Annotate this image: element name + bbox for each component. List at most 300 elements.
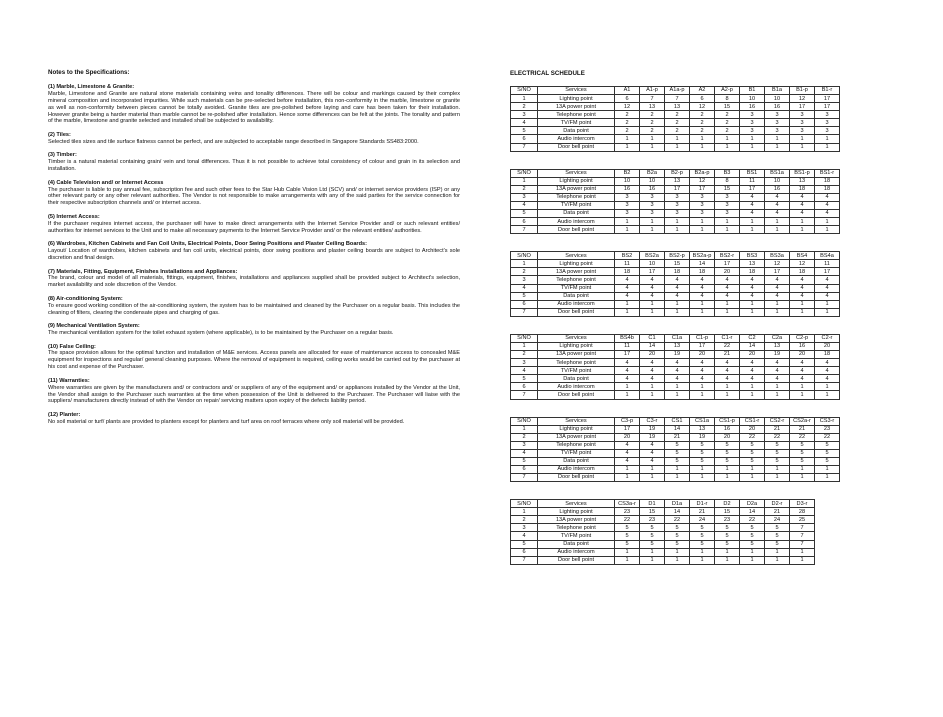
value-cell: 14	[665, 425, 690, 433]
value-cell: 15	[715, 508, 740, 516]
table-row	[511, 441, 840, 449]
table-row	[511, 103, 840, 111]
value-cell: 3	[790, 119, 815, 127]
service-cell: TV/FM point	[538, 367, 615, 375]
value-cell: 1	[765, 474, 790, 482]
value-cell: 5	[665, 532, 690, 540]
unit-type-header: BS2a-p	[690, 252, 715, 260]
service-cell: Data point	[538, 127, 615, 135]
value-cell: 5	[740, 540, 765, 548]
value-cell: 24	[690, 516, 715, 524]
note-section	[48, 323, 460, 337]
value-cell: 1	[690, 556, 715, 564]
sno-cell: 6	[511, 135, 538, 143]
note-section	[48, 241, 460, 262]
unit-type-header: A1a-p	[665, 87, 690, 95]
table-row	[511, 210, 840, 218]
note-body: Timber is a natural material containing grain/ vein and tonal differences. Thus it is not possible to achieve total consistency of colour and grain in its selection and installation.	[48, 159, 460, 173]
note-body: To ensure good working condition of the air-conditioning system, the system has to be maintained and cleaned by the Purchaser on a regular basis. This includes the cleaning of filters, clearing the condensate pipes and charging of gas.	[48, 302, 460, 316]
value-cell: 1	[615, 226, 640, 234]
note-heading: (10) False Ceiling:	[48, 343, 96, 350]
table-row	[511, 276, 840, 284]
value-cell: 19	[690, 433, 715, 441]
sno-cell: 4	[511, 284, 538, 292]
unit-type-header: C2-r	[815, 334, 840, 342]
value-cell: 1	[740, 218, 765, 226]
table-row	[511, 127, 840, 135]
value-cell: 4	[690, 284, 715, 292]
value-cell: 4	[615, 292, 640, 300]
sno-cell: 7	[511, 556, 538, 564]
schedule-table	[510, 417, 840, 483]
value-cell: 3	[815, 119, 840, 127]
value-cell: 1	[740, 391, 765, 399]
value-cell: 1	[715, 474, 740, 482]
table-row	[511, 548, 815, 556]
value-cell: 5	[715, 441, 740, 449]
value-cell: 14	[665, 508, 690, 516]
unit-type-header: D2	[715, 500, 740, 508]
value-cell: 4	[790, 276, 815, 284]
value-cell: 15	[640, 508, 665, 516]
table-row	[511, 342, 840, 350]
value-cell: 1	[765, 226, 790, 234]
value-cell: 1	[665, 226, 690, 234]
value-cell: 3	[765, 119, 790, 127]
value-cell: 3	[715, 210, 740, 218]
sno-header: S/NO	[511, 334, 538, 342]
value-cell: 17	[790, 103, 815, 111]
value-cell: 17	[815, 103, 840, 111]
value-cell: 7	[665, 95, 690, 103]
note-body: The brand, colour and model of all materials, fittings, equipment, finishes, installations and appliances supplied shall be provided subject to Architect's selection, market availability and sole discretion of the Vendor.	[48, 275, 460, 289]
value-cell: 11	[815, 260, 840, 268]
value-cell: 4	[740, 193, 765, 201]
value-cell: 3	[715, 201, 740, 209]
value-cell: 1	[715, 218, 740, 226]
value-cell: 5	[765, 449, 790, 457]
value-cell: 1	[715, 135, 740, 143]
value-cell: 4	[665, 292, 690, 300]
table-row	[511, 433, 840, 441]
unit-type-header: CS2-r	[765, 417, 790, 425]
services-header: Services	[538, 87, 615, 95]
sno-cell: 1	[511, 260, 538, 268]
value-cell: 5	[640, 540, 665, 548]
value-cell: 19	[665, 351, 690, 359]
value-cell: 1	[790, 548, 815, 556]
note-body: No soil material or turf/ plants are provided to planters except for planters and turf area on roof terraces where only soil material will be provided.	[48, 418, 405, 425]
value-cell: 10	[615, 177, 640, 185]
value-cell: 2	[715, 127, 740, 135]
value-cell: 2	[690, 119, 715, 127]
unit-type-header: BS4	[790, 252, 815, 260]
value-cell: 1	[815, 300, 840, 308]
value-cell: 5	[690, 540, 715, 548]
table-row	[511, 111, 840, 119]
value-cell: 18	[790, 268, 815, 276]
value-cell: 4	[815, 210, 840, 218]
value-cell: 12	[790, 95, 815, 103]
value-cell: 1	[640, 135, 665, 143]
value-cell: 1	[740, 300, 765, 308]
table-row	[511, 268, 840, 276]
note-body: The space provision allows for the optimal function and installation of M&E services. Access panels are allocated for ease of maintenance access to concealed M&E equipment for inspections and regular/ general cleaning purposes. Where the removal of equipment is required, ceiling works would be carried out by the purchaser at his cost and expense of the Purchaser.	[48, 350, 460, 371]
value-cell: 20	[790, 351, 815, 359]
value-cell: 21	[790, 425, 815, 433]
value-cell: 1	[765, 556, 790, 564]
service-cell: Audio intercom	[538, 465, 615, 473]
value-cell: 4	[815, 284, 840, 292]
services-header: Services	[538, 334, 615, 342]
unit-type-header: C1-r	[715, 334, 740, 342]
value-cell: 5	[740, 457, 765, 465]
value-cell: 1	[815, 308, 840, 316]
value-cell: 1	[740, 383, 765, 391]
value-cell: 4	[690, 292, 715, 300]
note-heading: (12) Planter:	[48, 411, 81, 418]
value-cell: 1	[640, 218, 665, 226]
table-row	[511, 425, 840, 433]
value-cell: 20	[715, 433, 740, 441]
value-cell: 17	[665, 185, 690, 193]
service-cell: Data point	[538, 457, 615, 465]
value-cell: 4	[715, 359, 740, 367]
value-cell: 1	[790, 465, 815, 473]
note-heading: (7) Materials, Fitting, Equipment, Finishes Installations and Appliances:	[48, 268, 238, 275]
value-cell: 3	[615, 193, 640, 201]
value-cell: 10	[640, 260, 665, 268]
value-cell: 1	[815, 218, 840, 226]
value-cell: 1	[665, 548, 690, 556]
unit-type-header: B3	[715, 169, 740, 177]
sno-cell: 2	[511, 103, 538, 111]
sno-cell: 6	[511, 218, 538, 226]
unit-type-header: BS1-p	[790, 169, 815, 177]
value-cell: 1	[665, 383, 690, 391]
value-cell: 1	[690, 135, 715, 143]
value-cell: 1	[615, 300, 640, 308]
value-cell: 20	[690, 351, 715, 359]
value-cell: 22	[790, 433, 815, 441]
value-cell: 4	[765, 292, 790, 300]
value-cell: 2	[615, 119, 640, 127]
value-cell: 14	[640, 342, 665, 350]
service-cell: Door bell point	[538, 308, 615, 316]
value-cell: 4	[640, 449, 665, 457]
value-cell: 21	[690, 508, 715, 516]
value-cell: 1	[740, 548, 765, 556]
header-row	[511, 500, 815, 508]
unit-type-header: D1	[640, 500, 665, 508]
value-cell: 3	[715, 193, 740, 201]
sno-cell: 2	[511, 433, 538, 441]
value-cell: 20	[715, 268, 740, 276]
value-cell: 1	[615, 548, 640, 556]
value-cell: 4	[640, 375, 665, 383]
value-cell: 21	[765, 508, 790, 516]
table-row	[511, 300, 840, 308]
service-cell: Lighting point	[538, 95, 615, 103]
value-cell: 14	[740, 508, 765, 516]
sno-cell: 2	[511, 268, 538, 276]
unit-type-header: B1a	[765, 87, 790, 95]
value-cell: 1	[715, 300, 740, 308]
unit-type-header: B1-r	[815, 87, 840, 95]
value-cell: 20	[640, 351, 665, 359]
unit-type-header: CS3a-r	[615, 500, 640, 508]
sno-cell: 4	[511, 201, 538, 209]
value-cell: 1	[615, 383, 640, 391]
sno-header: S/NO	[511, 417, 538, 425]
value-cell: 1	[765, 135, 790, 143]
sno-cell: 1	[511, 425, 538, 433]
value-cell: 1	[715, 556, 740, 564]
service-cell: Telephone point	[538, 193, 615, 201]
sno-header: S/NO	[511, 87, 538, 95]
value-cell: 4	[815, 359, 840, 367]
value-cell: 5	[665, 457, 690, 465]
value-cell: 4	[815, 193, 840, 201]
unit-type-header: C1	[640, 334, 665, 342]
sno-cell: 2	[511, 516, 538, 524]
value-cell: 4	[740, 276, 765, 284]
unit-type-header: BS4b	[615, 334, 640, 342]
value-cell: 21	[715, 351, 740, 359]
unit-type-header: D2a	[740, 500, 765, 508]
header-row	[511, 252, 840, 260]
service-cell: Audio intercom	[538, 548, 615, 556]
value-cell: 22	[715, 342, 740, 350]
value-cell: 17	[815, 95, 840, 103]
value-cell: 2	[690, 127, 715, 135]
value-cell: 15	[715, 103, 740, 111]
value-cell: 1	[690, 300, 715, 308]
value-cell: 4	[715, 276, 740, 284]
value-cell: 4	[740, 359, 765, 367]
note-section	[48, 269, 460, 290]
sno-cell: 3	[511, 441, 538, 449]
service-cell: Data point	[538, 292, 615, 300]
value-cell: 5	[815, 449, 840, 457]
value-cell: 6	[690, 95, 715, 103]
table-row	[511, 375, 840, 383]
value-cell: 7	[790, 540, 815, 548]
value-cell: 20	[815, 342, 840, 350]
sno-cell: 4	[511, 449, 538, 457]
value-cell: 1	[665, 391, 690, 399]
value-cell: 4	[665, 359, 690, 367]
value-cell: 1	[640, 143, 665, 151]
value-cell: 2	[690, 111, 715, 119]
value-cell: 1	[640, 308, 665, 316]
service-cell: 13A power point	[538, 268, 615, 276]
value-cell: 3	[640, 210, 665, 218]
value-cell: 1	[790, 143, 815, 151]
table-row	[511, 201, 840, 209]
value-cell: 4	[740, 210, 765, 218]
table-row	[511, 226, 840, 234]
value-cell: 20	[615, 433, 640, 441]
value-cell: 4	[640, 457, 665, 465]
value-cell: 1	[690, 391, 715, 399]
service-cell: Lighting point	[538, 177, 615, 185]
value-cell: 1	[740, 135, 765, 143]
table-row	[511, 508, 815, 516]
value-cell: 1	[615, 474, 640, 482]
value-cell: 1	[790, 391, 815, 399]
value-cell: 16	[765, 103, 790, 111]
value-cell: 12	[690, 177, 715, 185]
value-cell: 4	[790, 367, 815, 375]
value-cell: 5	[740, 532, 765, 540]
value-cell: 28	[790, 508, 815, 516]
value-cell: 5	[715, 449, 740, 457]
unit-type-header: CS1	[665, 417, 690, 425]
value-cell: 18	[815, 351, 840, 359]
value-cell: 1	[665, 556, 690, 564]
value-cell: 7	[790, 532, 815, 540]
value-cell: 1	[765, 218, 790, 226]
sno-cell: 3	[511, 111, 538, 119]
value-cell: 15	[665, 260, 690, 268]
value-cell: 3	[765, 127, 790, 135]
value-cell: 4	[615, 359, 640, 367]
schedule-table	[510, 499, 815, 565]
value-cell: 23	[640, 516, 665, 524]
service-cell: Telephone point	[538, 359, 615, 367]
sno-cell: 5	[511, 210, 538, 218]
unit-type-header: BS2-r	[715, 252, 740, 260]
unit-type-header: C2-p	[790, 334, 815, 342]
service-cell: Door bell point	[538, 226, 615, 234]
value-cell: 12	[790, 260, 815, 268]
table-row	[511, 556, 815, 564]
value-cell: 16	[615, 185, 640, 193]
table-row	[511, 359, 840, 367]
note-section	[48, 214, 460, 235]
service-cell: TV/FM point	[538, 532, 615, 540]
value-cell: 4	[790, 284, 815, 292]
schedule-table	[510, 169, 840, 235]
service-cell: Telephone point	[538, 276, 615, 284]
value-cell: 10	[765, 95, 790, 103]
table-row	[511, 135, 840, 143]
unit-type-header: BS1a	[765, 169, 790, 177]
unit-type-header: BS3	[740, 252, 765, 260]
value-cell: 3	[815, 111, 840, 119]
value-cell: 4	[615, 375, 640, 383]
header-row	[511, 87, 840, 95]
value-cell: 1	[815, 474, 840, 482]
value-cell: 18	[740, 268, 765, 276]
value-cell: 22	[665, 516, 690, 524]
value-cell: 5	[765, 441, 790, 449]
value-cell: 1	[790, 300, 815, 308]
note-section	[48, 180, 460, 208]
value-cell: 1	[690, 143, 715, 151]
value-cell: 14	[740, 342, 765, 350]
value-cell: 3	[740, 119, 765, 127]
value-cell: 17	[615, 351, 640, 359]
sno-cell: 4	[511, 119, 538, 127]
unit-type-header: CS1a	[690, 417, 715, 425]
unit-type-header: C1-p	[690, 334, 715, 342]
value-cell: 5	[715, 532, 740, 540]
sno-cell: 5	[511, 292, 538, 300]
value-cell: 4	[815, 375, 840, 383]
schedule-table	[510, 86, 840, 152]
value-cell: 4	[640, 292, 665, 300]
unit-type-header: BS2-p	[665, 252, 690, 260]
note-heading: (2) Tiles:	[48, 131, 71, 138]
service-cell: TV/FM point	[538, 119, 615, 127]
value-cell: 4	[615, 284, 640, 292]
value-cell: 1	[690, 383, 715, 391]
value-cell: 2	[615, 127, 640, 135]
value-cell: 1	[790, 308, 815, 316]
value-cell: 4	[765, 359, 790, 367]
unit-type-header: A1-p	[640, 87, 665, 95]
value-cell: 12	[690, 103, 715, 111]
value-cell: 1	[765, 308, 790, 316]
value-cell: 3	[690, 210, 715, 218]
value-cell: 5	[690, 449, 715, 457]
value-cell: 1	[665, 308, 690, 316]
value-cell: 22	[740, 433, 765, 441]
value-cell: 20	[740, 351, 765, 359]
table-row	[511, 284, 840, 292]
service-cell: Lighting point	[538, 342, 615, 350]
value-cell: 5	[815, 441, 840, 449]
value-cell: 1	[815, 135, 840, 143]
table-row	[511, 185, 840, 193]
unit-type-header: B2	[615, 169, 640, 177]
service-cell: Audio intercom	[538, 383, 615, 391]
value-cell: 25	[790, 516, 815, 524]
value-cell: 3	[690, 193, 715, 201]
value-cell: 1	[790, 474, 815, 482]
service-cell: Telephone point	[538, 441, 615, 449]
table-row	[511, 95, 840, 103]
value-cell: 5	[665, 441, 690, 449]
value-cell: 5	[790, 457, 815, 465]
services-header: Services	[538, 169, 615, 177]
service-cell: TV/FM point	[538, 284, 615, 292]
table-row	[511, 474, 840, 482]
value-cell: 13	[740, 260, 765, 268]
value-cell: 13	[665, 342, 690, 350]
value-cell: 1	[665, 474, 690, 482]
service-cell: Audio intercom	[538, 135, 615, 143]
value-cell: 5	[740, 441, 765, 449]
unit-type-header: A2	[690, 87, 715, 95]
value-cell: 1	[690, 308, 715, 316]
service-cell: Door bell point	[538, 556, 615, 564]
unit-type-header: BS3a	[765, 252, 790, 260]
sno-cell: 5	[511, 457, 538, 465]
value-cell: 12	[765, 260, 790, 268]
note-section	[48, 296, 460, 317]
value-cell: 3	[740, 127, 765, 135]
value-cell: 18	[815, 185, 840, 193]
value-cell: 1	[615, 308, 640, 316]
table-row	[511, 177, 840, 185]
value-cell: 4	[640, 359, 665, 367]
value-cell: 4	[665, 284, 690, 292]
value-cell: 12	[615, 103, 640, 111]
value-cell: 1	[615, 465, 640, 473]
